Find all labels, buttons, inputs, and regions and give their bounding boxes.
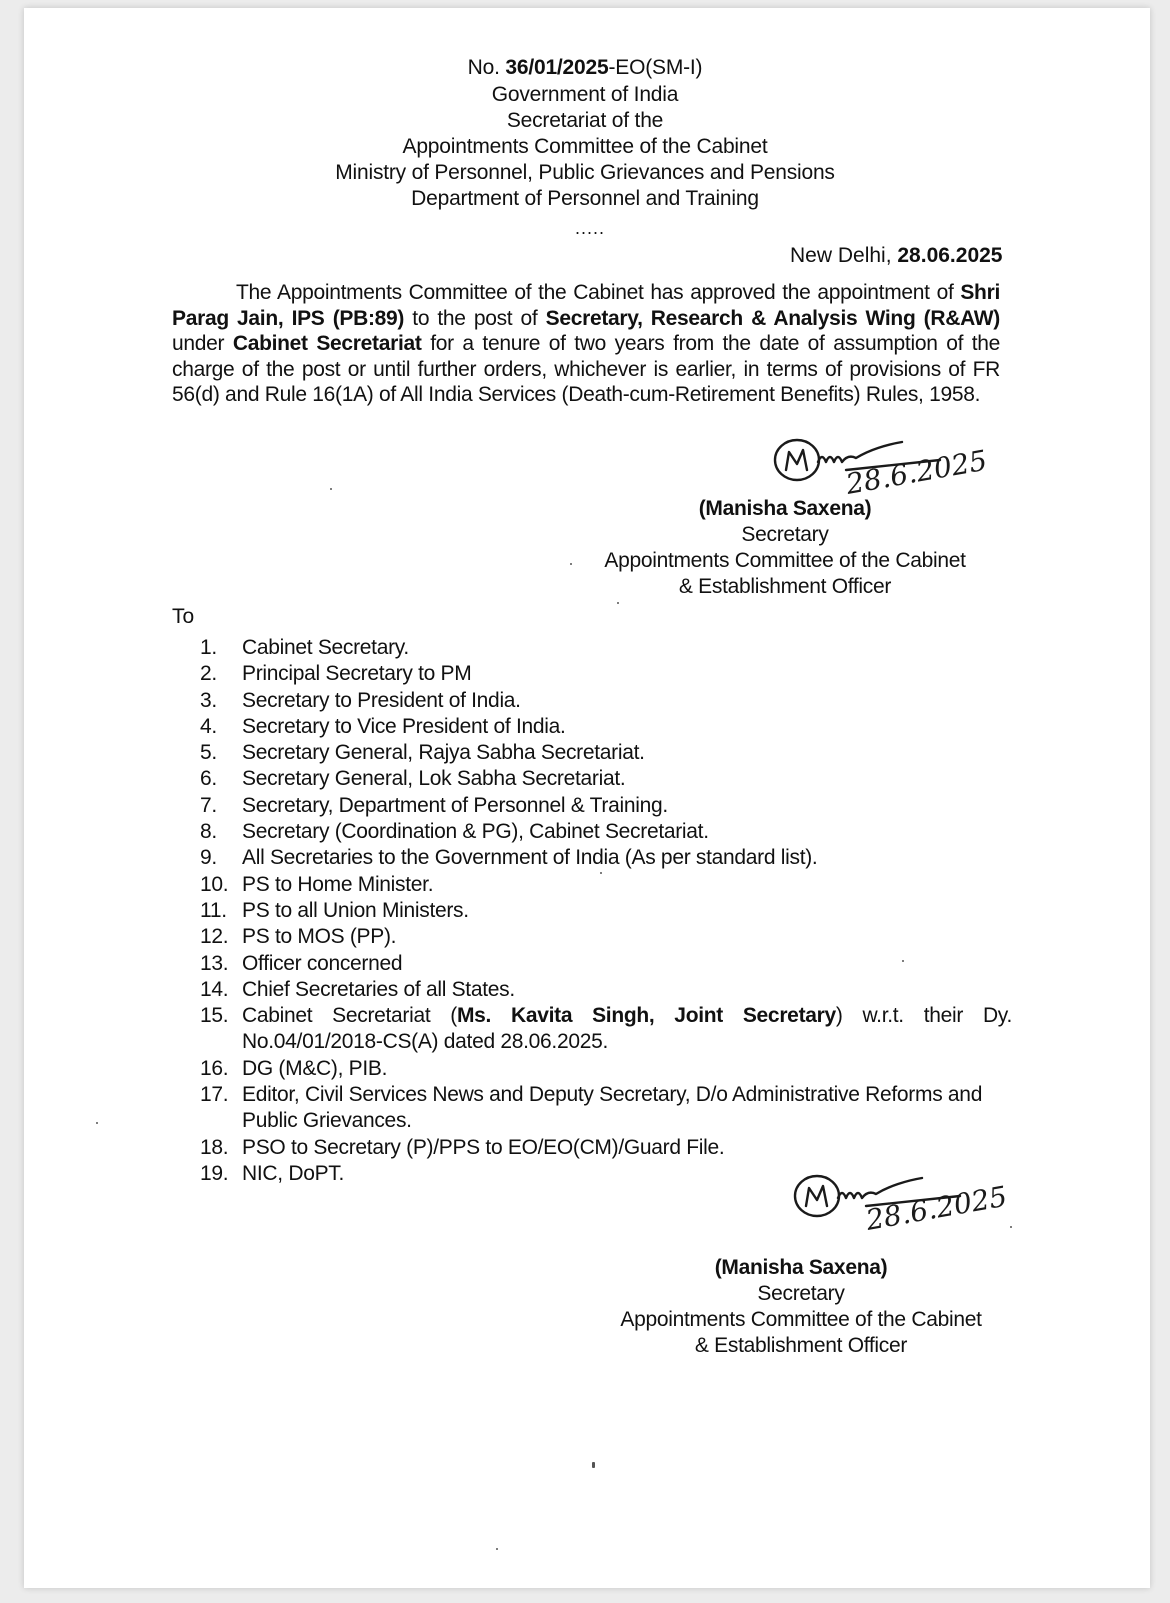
recipient-number: 15. [200, 1004, 229, 1028]
recipient-text: PS to MOS (PP). [242, 925, 397, 949]
recipient-number: 6. [200, 767, 217, 791]
signatory-role: & Establishment Officer [694, 1334, 908, 1357]
signatory-name: (Manisha Saxena) [698, 497, 872, 520]
recipient-item [200, 740, 1012, 766]
recipient-item [200, 924, 1012, 950]
signatory-title: Secretary [741, 523, 829, 546]
handwritten-signature [790, 1156, 1030, 1238]
recipient-number: 5. [200, 741, 217, 765]
recipient-item [200, 688, 1012, 714]
recipient-text: PS to Home Minister. [242, 872, 434, 896]
recipient-text: Chief Secretaries of all States. [242, 977, 515, 1001]
recipient-item [200, 872, 1012, 898]
recipient-item [200, 1003, 1012, 1056]
recipient-item [200, 845, 1012, 871]
svg-text:28.6.2025: 28.6.2025 [863, 1179, 1010, 1237]
header-department: Department of Personnel and Training [411, 187, 759, 210]
recipient-number: 17. [200, 1083, 229, 1107]
handwritten-signature [770, 420, 1010, 502]
recipient-item [200, 714, 1012, 740]
recipient-item [200, 635, 1012, 661]
recipient-text: Principal Secretary to PM [242, 662, 472, 686]
recipient-number: 16. [200, 1056, 229, 1080]
scan-speck [600, 872, 602, 874]
recipient-number: 13. [200, 951, 229, 975]
scan-speck [1010, 1226, 1012, 1228]
recipient-text: NIC, DoPT. [242, 1161, 345, 1185]
scan-speck [617, 602, 619, 604]
scan-speck [902, 960, 904, 962]
to-label: To [172, 605, 195, 628]
recipient-text: Cabinet Secretary. [242, 636, 409, 659]
recipient-item [200, 898, 1012, 924]
recipient-text: PSO to Secretary (P)/PPS to EO/EO(CM)/Guard File. [242, 1135, 725, 1159]
recipient-number: 8. [200, 820, 217, 844]
recipient-number: 4. [200, 714, 217, 738]
recipient-item [200, 819, 1012, 845]
scan-speck [330, 488, 332, 490]
recipient-number: 7. [200, 793, 217, 817]
document-date: New Delhi, 28.06.2025 [790, 244, 1003, 267]
recipient-text: Secretary to President of India. [242, 688, 521, 712]
signatory-role: & Establishment Officer [678, 575, 892, 598]
recipient-item [200, 977, 1012, 1003]
signatory-name: (Manisha Saxena) [714, 1256, 888, 1279]
recipient-text: PS to all Union Ministers. [242, 898, 469, 922]
order-paragraph: The Appointments Committee of the Cabinet has approved the appointment of Shri Parag Jain, IPS (PB:89) to the post of Secretary, Research & Analysis Wing (R&AW) under Cabinet Secretariat for a tenure of two years from the date of assumption of the charge of the post or until further orders, whichever is earlier, in terms of provisions of FR 56(d) and Rule 16(1A) of All India Services (Death-cum-Retirement Benefits) Rules, 1958. [172, 281, 1001, 406]
header-separator: ..... [575, 218, 606, 238]
recipient-item [200, 766, 1012, 792]
svg-text:28.6.2025: 28.6.2025 [843, 443, 990, 501]
recipient-text: Secretary General, Rajya Sabha Secretariat. [242, 741, 645, 765]
recipient-number: 19. [200, 1161, 229, 1185]
signatory-title: Secretary [757, 1282, 845, 1305]
recipient-item [200, 793, 1012, 819]
scan-speck [496, 1548, 498, 1550]
recipient-number: 3. [200, 688, 217, 712]
recipient-text: Secretary to Vice President of India. [242, 714, 566, 738]
recipient-text: Cabinet Secretariat (Ms. Kavita Singh, Joint Secretary) w.r.t. their Dy. No.04/01/2018-CS(A) dated 28.06.2025. [242, 1004, 1012, 1054]
recipient-number: 9. [200, 846, 217, 870]
signatory-org: Appointments Committee of the Cabinet [620, 1308, 982, 1331]
recipient-item [200, 1082, 1012, 1135]
recipient-text: Editor, Civil Services News and Deputy Secretary, D/o Administrative Reforms and Public Grievances. [242, 1083, 983, 1133]
header-secretariat: Secretariat of the [506, 109, 664, 132]
recipient-item [200, 951, 1012, 977]
header-committee: Appointments Committee of the Cabinet [402, 135, 768, 158]
recipient-number: 18. [200, 1135, 229, 1159]
recipient-number: 14. [200, 977, 229, 1001]
recipient-number: 1. [200, 636, 217, 659]
recipient-number: 12. [200, 925, 229, 949]
recipient-text: All Secretaries to the Government of India (As per standard list). [242, 846, 818, 870]
recipient-number: 2. [200, 662, 217, 686]
signature-block-2 [615, 1255, 987, 1359]
recipient-text: Officer concerned [242, 951, 403, 975]
signature-block-1 [600, 496, 970, 600]
scan-speck [96, 1122, 98, 1124]
recipient-text: DG (M&C), PIB. [242, 1056, 388, 1080]
reference-number: No. 36/01/2025-EO(SM-I) [467, 56, 703, 79]
scan-speck [592, 1462, 595, 1468]
header-government: Government of India [491, 83, 679, 106]
recipient-list [200, 635, 1012, 1187]
scan-speck [570, 563, 572, 565]
header-ministry: Ministry of Personnel, Public Grievances and Pensions [335, 161, 835, 184]
recipient-number: 11. [200, 898, 227, 922]
recipient-text: Secretary (Coordination & PG), Cabinet Secretariat. [242, 820, 709, 844]
recipient-text: Secretary General, Lok Sabha Secretariat. [242, 767, 626, 791]
recipient-item [200, 1056, 1012, 1082]
signatory-org: Appointments Committee of the Cabinet [604, 549, 966, 572]
recipient-item [200, 661, 1012, 687]
recipient-text: Secretary, Department of Personnel & Training. [242, 793, 668, 817]
recipient-number: 10. [200, 872, 229, 896]
